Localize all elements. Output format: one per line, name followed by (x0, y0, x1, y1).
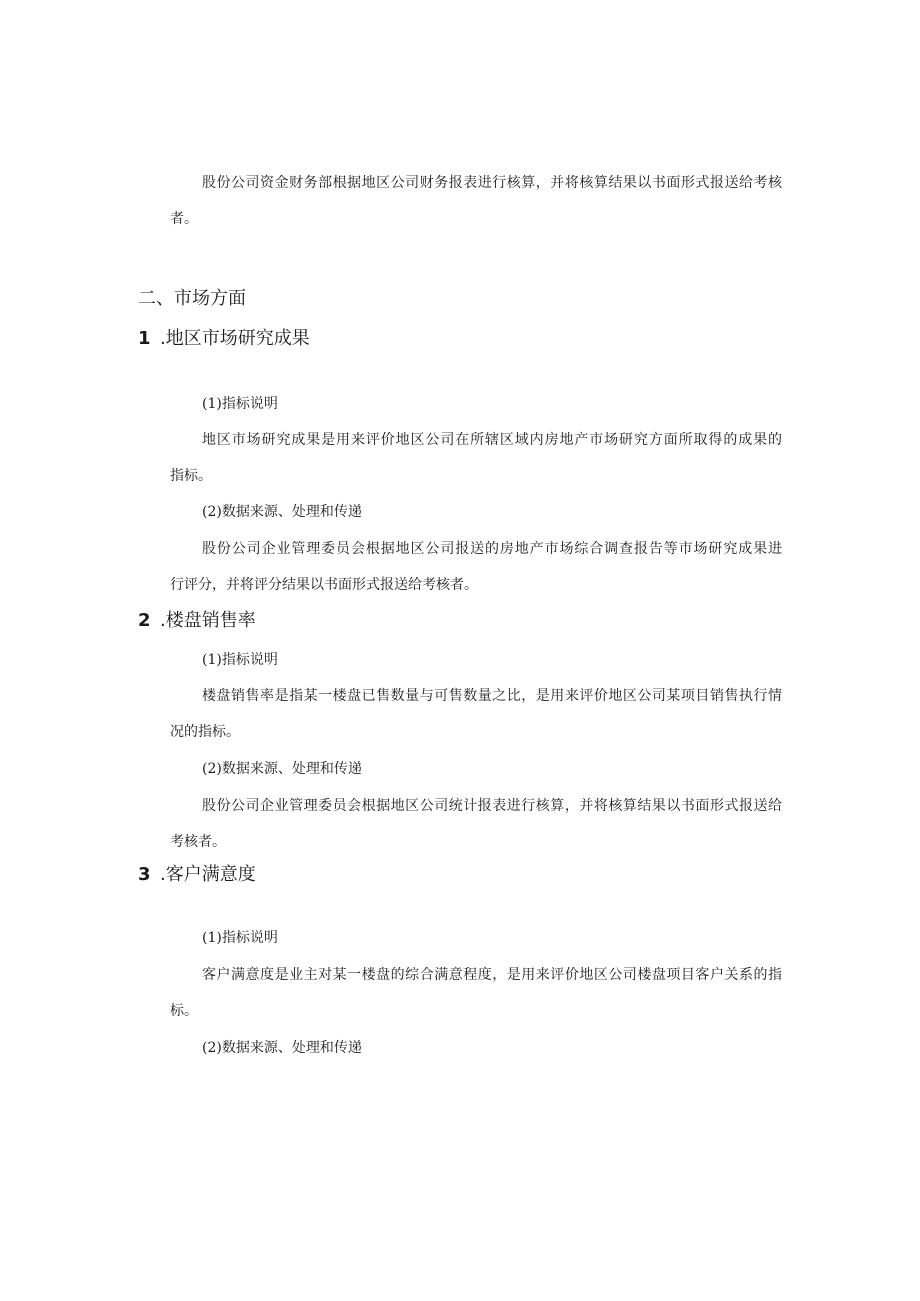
item-number: 1 (138, 328, 151, 349)
section-title: 二、市场方面 (138, 288, 246, 309)
subheading-data-source: (2)数据来源、处理和传递 (202, 504, 362, 520)
item-number: 2 (138, 610, 151, 631)
paragraph-line: 行评分，并将评分结果以书面形式报送给考核者。 (170, 577, 478, 593)
paragraph-line: 考核者。 (170, 834, 226, 850)
paragraph-line: 客户满意度是业主对某一楼盘的综合满意程度，是用来评价地区公司楼盘项目客户关系的指 (202, 967, 782, 983)
intro-paragraph-line-1: 股份公司资金财务部根据地区公司财务报表进行核算，并将核算结果以书面形式报送给考核 (202, 175, 782, 191)
subheading-data-source: (2)数据来源、处理和传递 (202, 1040, 362, 1056)
item-heading-2 (138, 610, 256, 632)
paragraph-line: 指标。 (170, 468, 212, 484)
intro-paragraph-line-2: 者。 (170, 211, 198, 227)
item-title: .楼盘销售率 (160, 610, 256, 631)
subheading-indicator-description: (1)指标说明 (202, 652, 278, 668)
subheading-data-source: (2)数据来源、处理和传递 (202, 761, 362, 777)
item-title: .地区市场研究成果 (160, 328, 310, 349)
subheading-indicator-description: (1)指标说明 (202, 396, 278, 412)
paragraph-line: 股份公司企业管理委员会根据地区公司报送的房地产市场综合调查报告等市场研究成果进 (202, 541, 782, 557)
item-heading-3 (138, 864, 256, 886)
item-heading-1 (138, 328, 310, 350)
paragraph-line: 股份公司企业管理委员会根据地区公司统计报表进行核算，并将核算结果以书面形式报送给 (202, 798, 782, 814)
item-number: 3 (138, 864, 151, 885)
paragraph-line: 况的指标。 (170, 724, 240, 740)
item-title: .客户满意度 (160, 864, 256, 885)
paragraph-line: 地区市场研究成果是用来评价地区公司在所辖区域内房地产市场研究方面所取得的成果的 (202, 432, 782, 448)
subheading-indicator-description: (1)指标说明 (202, 930, 278, 946)
paragraph-line: 标。 (170, 1003, 198, 1019)
paragraph-line: 楼盘销售率是指某一楼盘已售数量与可售数量之比，是用来评价地区公司某项目销售执行情 (202, 688, 782, 704)
